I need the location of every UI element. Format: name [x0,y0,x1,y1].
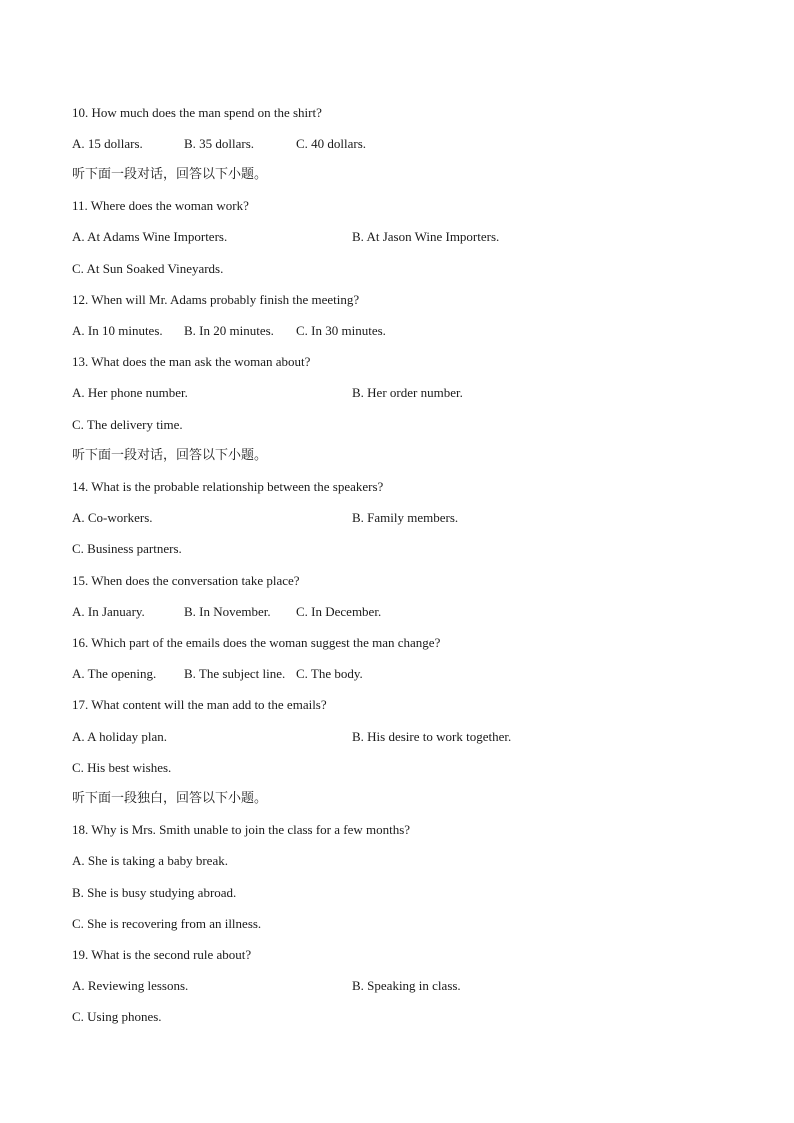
question-text: 18. Why is Mrs. Smith unable to join the class for a few months? [72,822,411,837]
answer-option: C. Business partners. [72,541,182,556]
question-text: 19. What is the second rule about? [72,947,252,962]
answer-option: B. Her order number. [352,385,463,400]
section-instruction: 听下面一段独白，回答以下小题。 [72,791,268,806]
answer-option: A. The opening. [72,666,157,681]
question-text: 16. Which part of the emails does the woman suggest the man change? [72,635,441,650]
answer-option: B. His desire to work together. [352,729,512,744]
answer-option: C. The delivery time. [72,417,183,432]
answer-option: C. She is recovering from an illness. [72,916,262,931]
answer-option: B. In November. [184,604,271,619]
question-text: 10. How much does the man spend on the shirt? [72,105,322,120]
answer-option: B. In 20 minutes. [184,323,274,338]
answer-option: A. Reviewing lessons. [72,978,189,993]
answer-option: C. Using phones. [72,1009,162,1024]
answer-option: C. His best wishes. [72,760,172,775]
answer-option: B. Speaking in class. [352,978,461,993]
answer-option: B. The subject line. [184,666,286,681]
answer-option: A. At Adams Wine Importers. [72,229,228,244]
answer-option: C. 40 dollars. [296,136,367,151]
answer-option: A. In January. [72,604,145,619]
answer-option: B. 35 dollars. [184,136,255,151]
answer-option: B. Family members. [352,510,459,525]
answer-option: C. The body. [296,666,363,681]
answer-option: A. A holiday plan. [72,729,167,744]
answer-option: A. Her phone number. [72,385,188,400]
answer-option: C. At Sun Soaked Vineyards. [72,261,224,276]
answer-option: B. She is busy studying abroad. [72,885,237,900]
answer-option: B. At Jason Wine Importers. [352,229,500,244]
answer-option: C. In 30 minutes. [296,323,386,338]
question-text: 17. What content will the man add to the emails? [72,697,327,712]
answer-option: A. Co-workers. [72,510,153,525]
question-text: 12. When will Mr. Adams probably finish the meeting? [72,292,360,307]
answer-option: C. In December. [296,604,382,619]
section-instruction: 听下面一段对话，回答以下小题。 [72,167,268,182]
answer-option: A. She is taking a baby break. [72,853,228,868]
question-text: 13. What does the man ask the woman about? [72,354,311,369]
section-instruction: 听下面一段对话，回答以下小题。 [72,448,268,463]
answer-option: A. In 10 minutes. [72,323,163,338]
question-text: 14. What is the probable relationship between the speakers? [72,479,384,494]
question-text: 11. Where does the woman work? [72,198,249,213]
question-text: 15. When does the conversation take place? [72,573,300,588]
answer-option: A. 15 dollars. [72,136,143,151]
